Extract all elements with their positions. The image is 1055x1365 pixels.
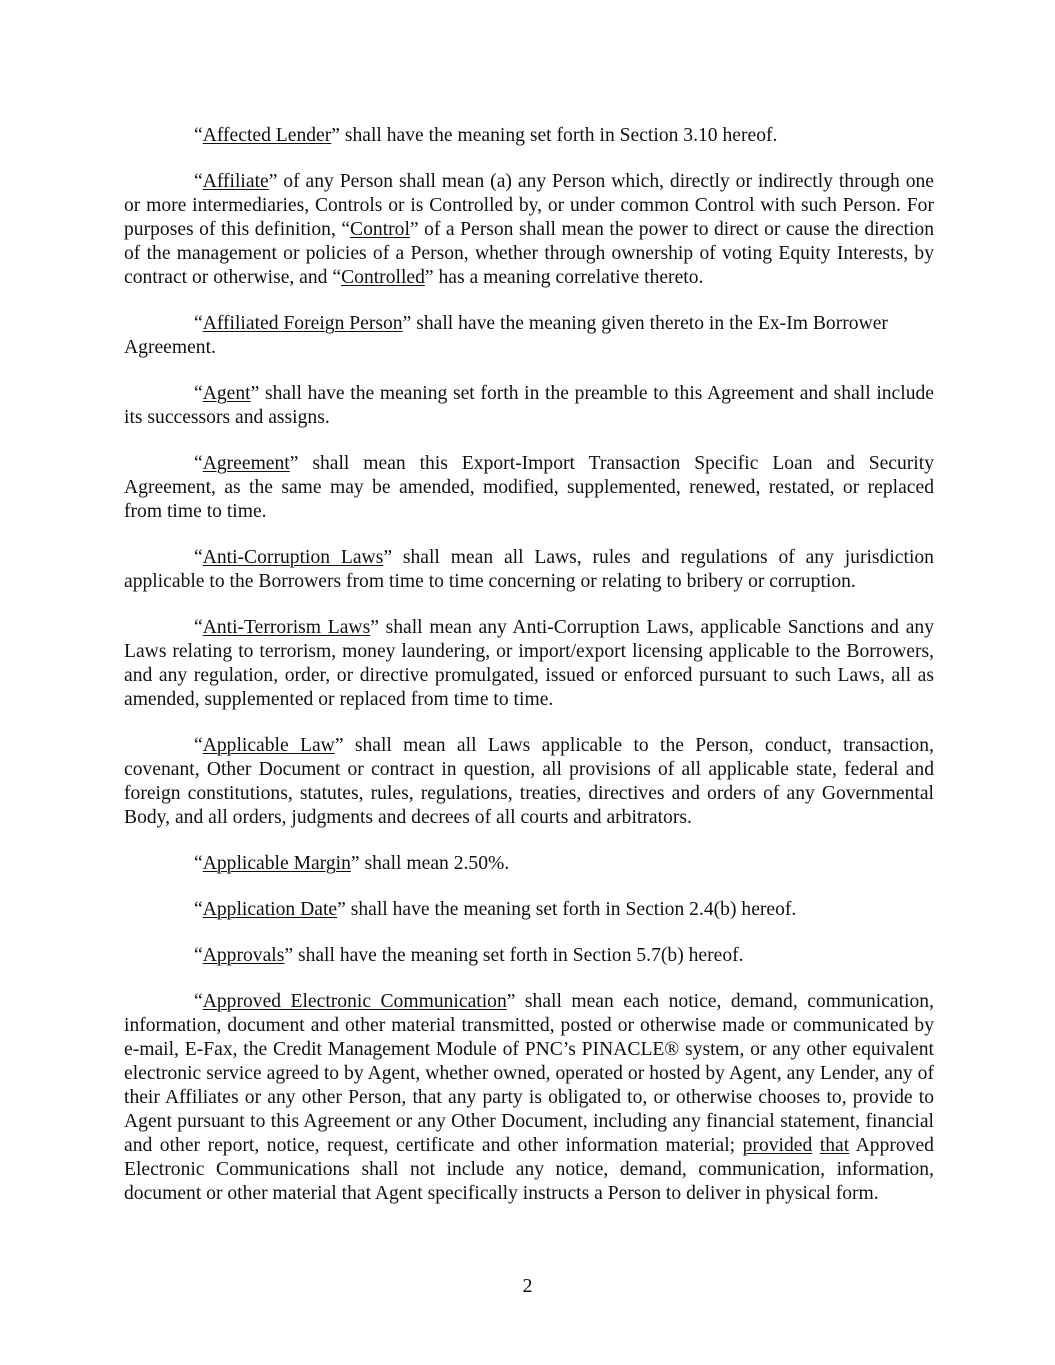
definition-applicable-law bbox=[124, 734, 934, 830]
defined-term: Agreement bbox=[202, 453, 290, 474]
page-number: 2 bbox=[522, 1275, 533, 1297]
definition-text: ” of a Person shall mean the power to direct or cause the direction of the management or policies of a Person, whether through ownership of voting Equity Interests, by contract or otherwise, and “ bbox=[124, 219, 934, 288]
defined-term: Approvals bbox=[202, 945, 285, 966]
definition-application-date bbox=[124, 898, 934, 922]
definition-approved-electronic-communication bbox=[124, 990, 934, 1206]
definition-text: ” shall mean all Laws applicable to the Person, conduct, transaction, covenant, Other Document or contract in question, all provisions of all applicable state, federal and foreign constitutions, statutes, rules, regulations, treaties, directives and orders of any Governmental Body, and all orders, judgments and decrees of all courts and arbitrators. bbox=[124, 735, 934, 828]
defined-term: Affiliated Foreign Person bbox=[202, 313, 403, 334]
open-quote: “ bbox=[194, 617, 203, 638]
open-quote: “ bbox=[194, 453, 203, 474]
open-quote: “ bbox=[194, 853, 203, 874]
that-word: that bbox=[819, 1135, 850, 1156]
open-quote: “ bbox=[194, 899, 203, 920]
definition-text: ” has a meaning correlative thereto. bbox=[424, 267, 704, 288]
open-quote: “ bbox=[194, 383, 203, 404]
definition-affiliated-foreign-person bbox=[124, 312, 934, 360]
open-quote: “ bbox=[194, 735, 203, 756]
definition-text: ” shall have the meaning set forth in Section 5.7(b) hereof. bbox=[284, 945, 744, 966]
definition-approvals bbox=[124, 944, 934, 968]
definition-text: ” shall mean each notice, demand, communication, information, document and other material transmitted, posted or otherwise made or communicated by e-mail, E-Fax, the Credit Management Module of PNC’s PINACLE® system, or any other equivalent electronic service agreed to by Agent, whether owned, operated or hosted by Agent, any Lender, any of their Affiliates or any other Person, that any party is obligated to, or otherwise chooses to, provide to Agent pursuant to this Agreement or any Other Document, including any financial statement, financial and other report, notice, request, certificate and other information material; bbox=[124, 991, 934, 1156]
open-quote: “ bbox=[194, 171, 203, 192]
defined-term: Approved Electronic Communication bbox=[202, 991, 507, 1012]
defined-term: Anti-Corruption Laws bbox=[202, 547, 384, 568]
defined-term: Agent bbox=[202, 383, 251, 404]
definition-text: ” shall have the meaning given thereto in the Ex-Im Borrower Agreement. bbox=[124, 313, 888, 358]
open-quote: “ bbox=[194, 945, 203, 966]
definition-anti-corruption-laws bbox=[124, 546, 934, 594]
definition-text: Approved Electronic Communications shall not include any notice, demand, communication, information, document or other material that Agent specifically instructs a Person to deliver in physical form. bbox=[124, 1135, 934, 1204]
space bbox=[812, 1135, 820, 1156]
defined-term-control: Control bbox=[350, 219, 410, 240]
definition-text: ” shall have the meaning set forth in Section 3.10 hereof. bbox=[331, 125, 778, 146]
open-quote: “ bbox=[194, 313, 203, 334]
defined-term: Applicable Margin bbox=[202, 853, 351, 874]
definition-text: ” shall mean 2.50%. bbox=[350, 853, 510, 874]
definition-text: ” shall mean this Export-Import Transaction Specific Loan and Security Agreement, as the same may be amended, modified, supplemented, renewed, restated, or replaced from time to time. bbox=[124, 453, 934, 522]
definition-agreement bbox=[124, 452, 934, 524]
defined-term: Affected Lender bbox=[202, 125, 332, 146]
definition-text: ” shall have the meaning set forth in the preamble to this Agreement and shall include its successors and assigns. bbox=[124, 383, 934, 428]
definition-affiliate bbox=[124, 170, 934, 290]
defined-term: Anti-Terrorism Laws bbox=[202, 617, 371, 638]
definition-text: ” shall have the meaning set forth in Section 2.4(b) hereof. bbox=[337, 899, 797, 920]
definition-affected-lender bbox=[124, 124, 934, 148]
definition-text: ” shall mean all Laws, rules and regulations of any jurisdiction applicable to the Borrowers from time to time concerning or relating to bribery or corruption. bbox=[124, 547, 934, 592]
definition-text: ” of any Person shall mean (a) any Person which, directly or indirectly through one or more intermediaries, Controls or is Controlled by, or under common Control with such Person. For purposes of this definition, “ bbox=[124, 171, 934, 240]
defined-term: Application Date bbox=[202, 899, 338, 920]
open-quote: “ bbox=[194, 125, 203, 146]
definition-agent bbox=[124, 382, 934, 430]
defined-term: Affiliate bbox=[202, 171, 269, 192]
defined-term: Applicable Law bbox=[202, 735, 335, 756]
provided-word: provided bbox=[742, 1135, 813, 1156]
definitions-body bbox=[124, 124, 934, 1228]
definition-text: ” shall mean any Anti-Corruption Laws, applicable Sanctions and any Laws relating to terrorism, money laundering, or import/export licensing applicable to the Borrowers, and any regulation, order, or directive promulgated, issued or enforced pursuant to such Laws, all as amended, supplemented or replaced from time to time. bbox=[124, 617, 934, 710]
definition-applicable-margin bbox=[124, 852, 934, 876]
open-quote: “ bbox=[194, 547, 203, 568]
definition-anti-terrorism-laws bbox=[124, 616, 934, 712]
open-quote: “ bbox=[194, 991, 203, 1012]
defined-term-controlled: Controlled bbox=[341, 267, 425, 288]
